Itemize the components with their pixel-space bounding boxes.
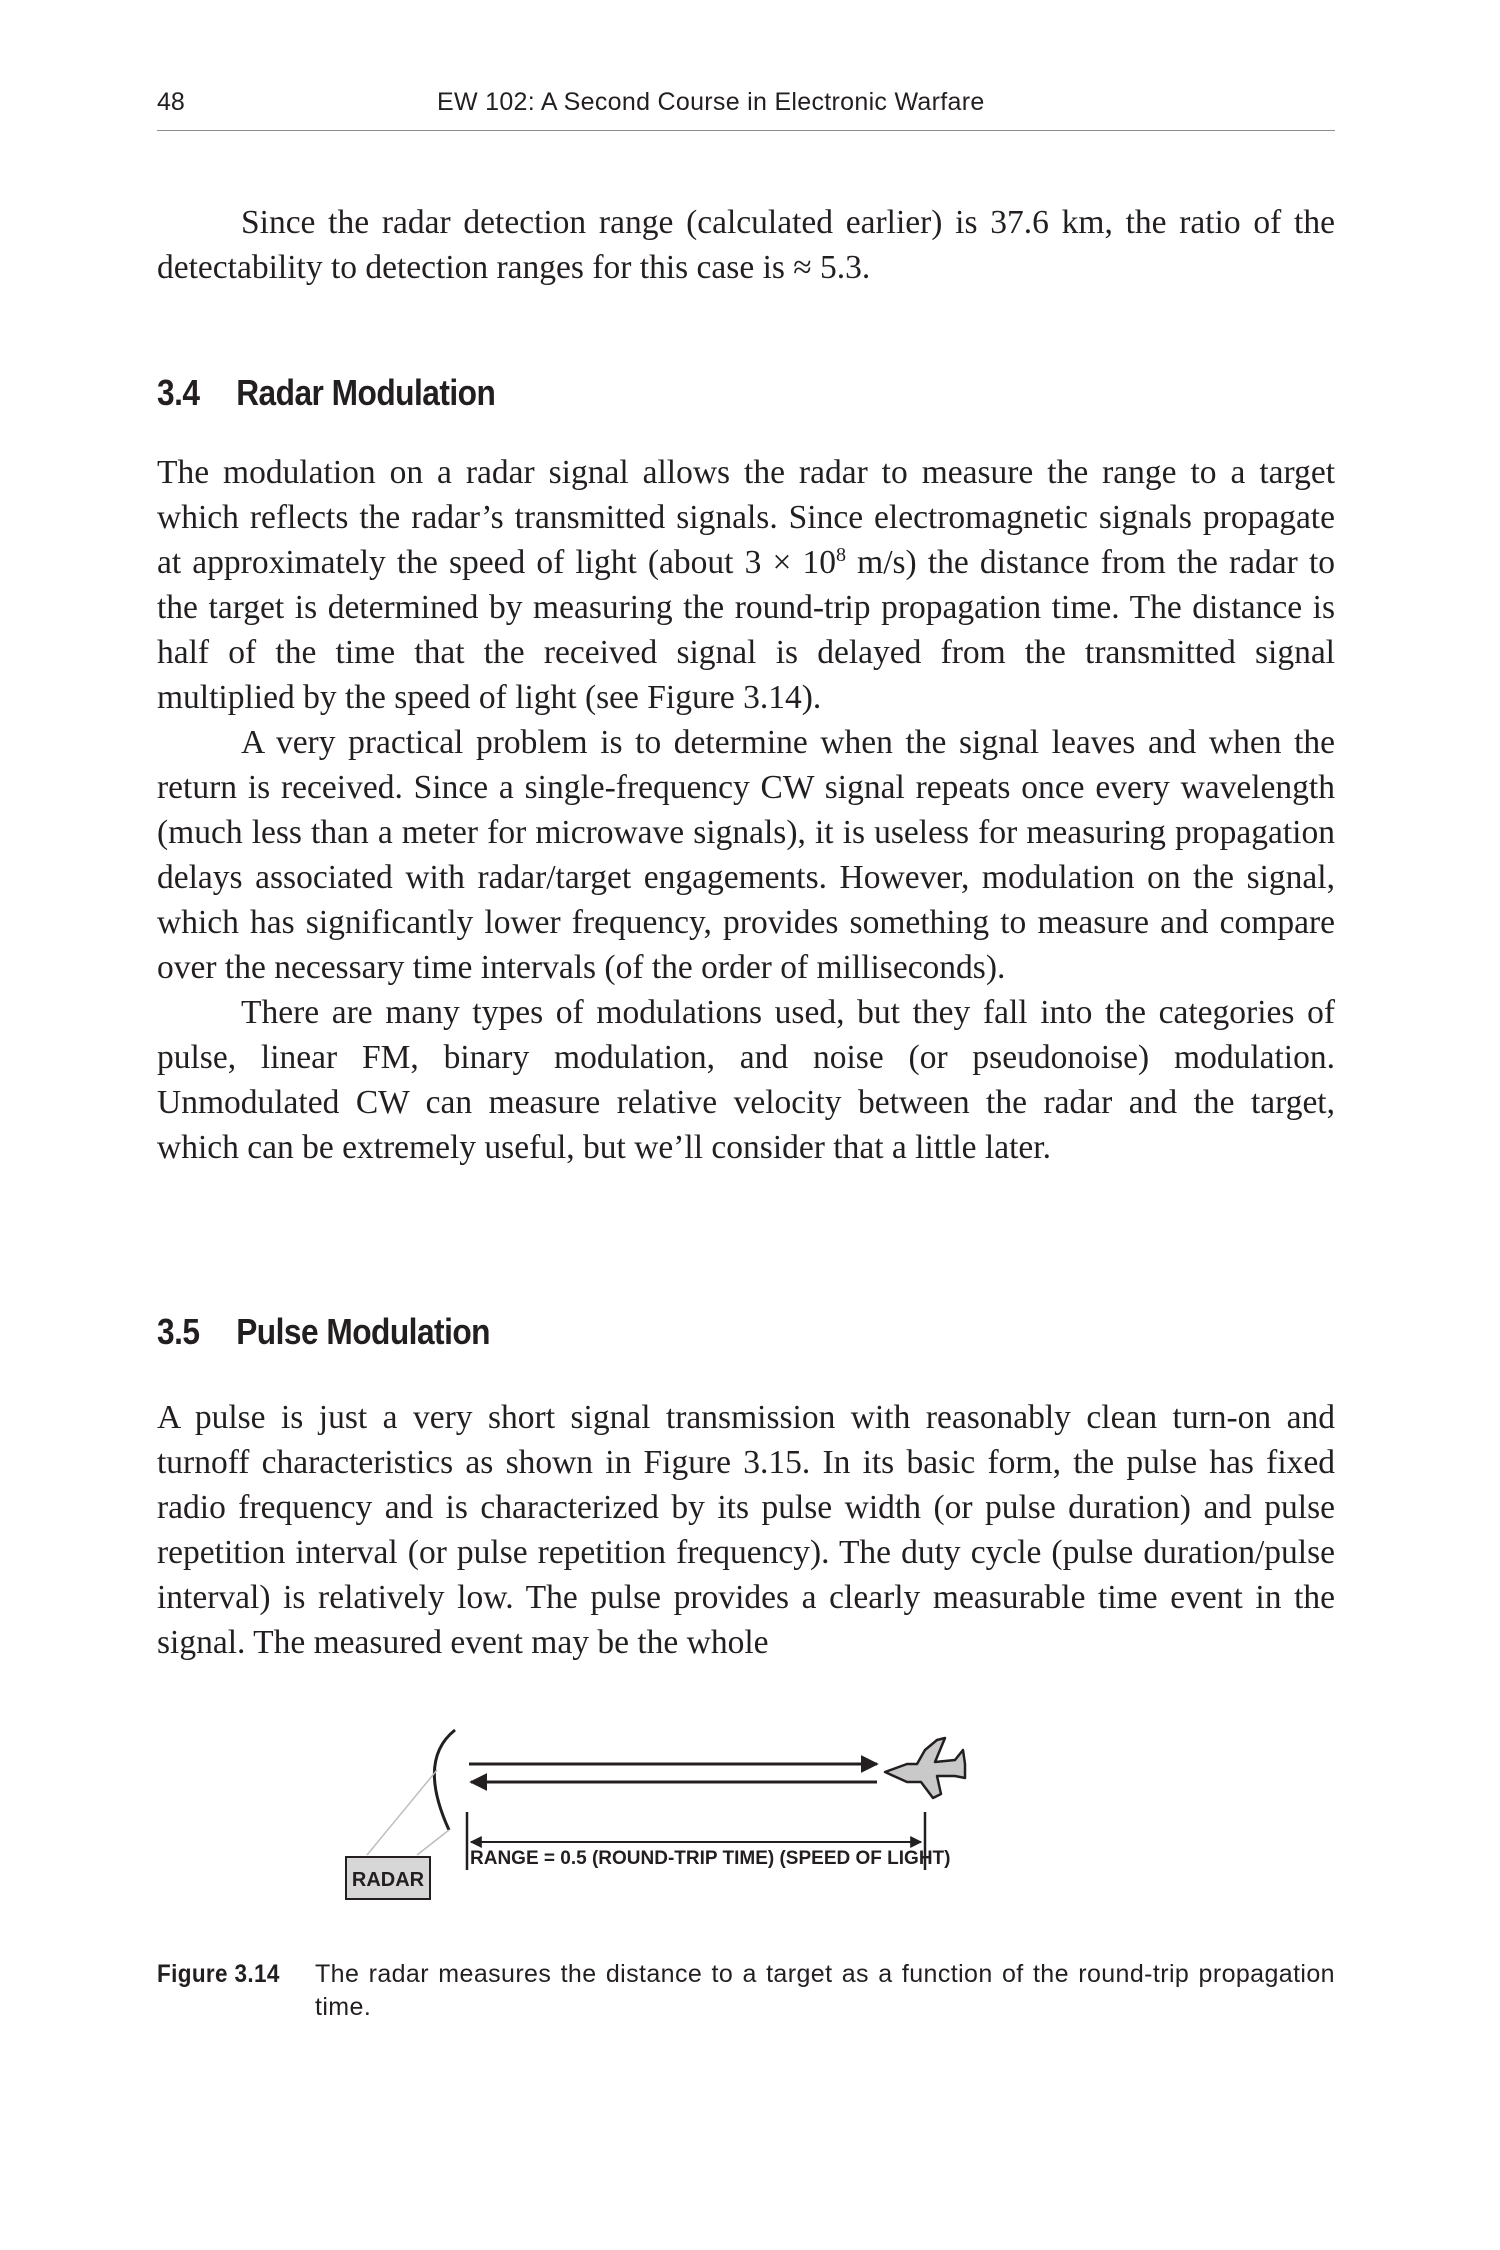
paragraph: [157, 450, 1335, 720]
intro-paragraph: Since the radar detection range (calculated earlier) is 37.6 km, the ratio of the detectability to detection ranges for this case is ≈ 5.3.: [157, 204, 1335, 286]
section-heading-3-4: [157, 372, 495, 414]
section-number: 3.4: [157, 372, 200, 413]
section-3-5-body: [157, 1395, 1335, 1665]
antenna-dish-icon: [434, 1730, 455, 1830]
intro-block: [157, 200, 1335, 290]
running-head: [157, 86, 1335, 131]
section-title: Radar Modulation: [236, 372, 496, 413]
range-label: RANGE = 0.5 (ROUND-TRIP TIME) (SPEED OF LIGHT): [470, 1848, 951, 1869]
paragraph: A pulse is just a very short signal transmission with reasonably clean turn-on and turnoff characteristics as shown in Figure 3.15. In its basic form, the pulse has fixed radio frequency and is characterized by its pulse width (or pulse duration) and pulse repetition interval (or pulse repetition frequency). The duty cycle (pulse duration/pulse interval) is relatively low. The pulse provides a clearly measurable time event in the signal. The measured event may be the whole: [157, 1399, 1335, 1661]
radar-box: RADAR: [345, 1856, 431, 1900]
caption-label: Figure 3.14: [157, 1960, 280, 1988]
section-number: 3.5: [157, 1311, 200, 1352]
radar-range-diagram: [337, 1720, 1157, 1920]
antenna-support: [367, 1770, 437, 1855]
paragraph: A very practical problem is to determine when the signal leaves and when the return is received. Since a single-frequency CW signal repeats once every wavelength (much less than a meter for microwave signals), it is useless for measuring propagation delays associated with radar/target engagements. However, modulation on the signal, which has significantly lower frequency, provides something to measure and compare over the necessary time intervals (of the order of milliseconds).: [157, 724, 1335, 986]
paragraph-text: The modulation on a radar signal allows the radar to measure the range to a target which reflects the radar’s transmitted signals. Since electromagnetic signals propagate at approximately the speed of light (about 3 × 10: [157, 454, 1335, 581]
aircraft-icon: [885, 1738, 965, 1798]
figure-caption: [157, 1958, 1335, 2024]
antenna-support: [417, 1830, 449, 1855]
exponent: 8: [835, 543, 847, 566]
section-3-4-body: [157, 450, 1335, 1170]
book-title: EW 102: A Second Course in Electronic Warfare: [437, 88, 985, 116]
paragraph-text: m/s) the distance from the radar to the target is determined by measuring the round-trip propagation time. The distance is half of the time that the received signal is delayed from the transmitted signal multiplied by the speed of light (see Figure 3.14).: [157, 544, 1335, 716]
paragraph: There are many types of modulations used, but they fall into the categories of pulse, linear FM, binary modulation, and noise (or pseudonoise) modulation. Unmodulated CW can measure relative velocity between the radar and the target, which can be extremely useful, but we’ll consider that a little later.: [157, 994, 1335, 1166]
section-title: Pulse Modulation: [236, 1311, 490, 1352]
section-heading-3-5: [157, 1311, 490, 1353]
page-number: 48: [157, 88, 185, 116]
caption-text: The radar measures the distance to a target as a function of the round-trip propagation time.: [315, 1960, 1335, 2021]
